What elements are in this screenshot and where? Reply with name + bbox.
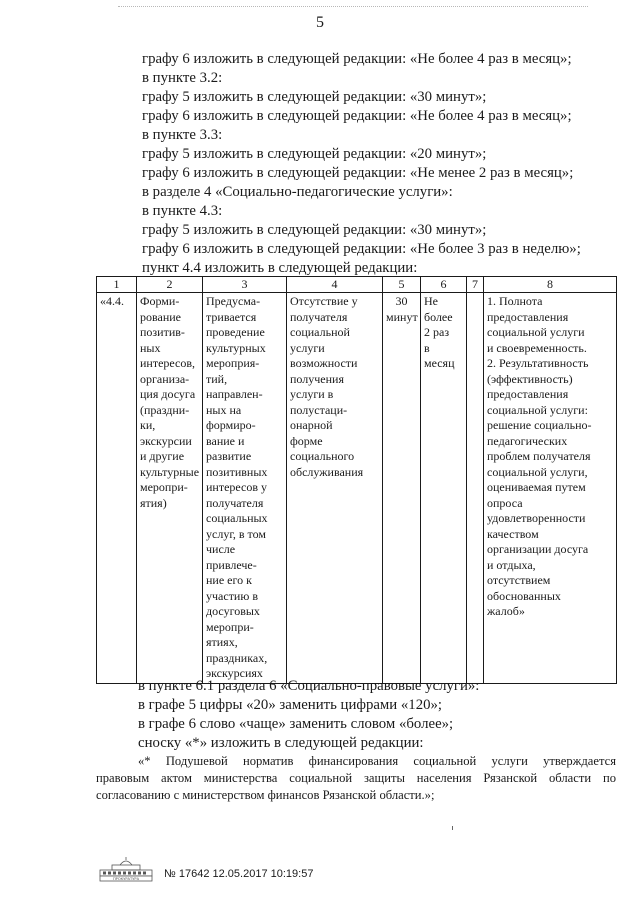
cell-line: предоставления: [487, 309, 569, 324]
header-cell: 1: [97, 277, 137, 293]
footnote-line: «* Подушевой норматив финансирования социальной услуги утверждается: [138, 754, 616, 768]
cell-line: «4.4.: [100, 294, 124, 308]
cell-line: социальной услуги: [487, 325, 585, 339]
cell-line: 1. Полнота: [487, 294, 543, 308]
cell-line: мероприя-: [206, 356, 260, 370]
footer-registration: [164, 868, 313, 880]
cell-quality-criteria: [484, 293, 617, 684]
intro-line: в разделе 4 «Социально-педагогические услуги»:: [142, 184, 453, 200]
footnote-line: согласованию с министерством финансов Рязанской области.»;: [96, 788, 435, 802]
cell-line: в: [424, 340, 430, 355]
cell-line: услуги в: [290, 387, 334, 401]
intro-line: в пункте 3.2:: [142, 70, 223, 86]
cell-line: организации досуга: [487, 542, 589, 556]
cell-line: меропри-: [206, 619, 254, 634]
cell-line: минут: [386, 309, 418, 324]
cell-line: ятия): [140, 495, 167, 510]
stamp-label: ПРОКУРАТУРА: [112, 877, 140, 881]
top-scan-line: [118, 6, 588, 7]
cell-line: ятиях,: [206, 635, 238, 649]
cell-service-condition: [287, 293, 383, 684]
cell-line: 2. Результативность: [487, 356, 589, 370]
cell-line: жалоб»: [487, 604, 525, 618]
cell-line: услуг, в том: [206, 526, 266, 541]
cell-line: привлече-: [206, 557, 257, 572]
cell-service-description: [203, 293, 287, 684]
cell-line: позитивных: [206, 464, 268, 479]
cell-line: ки,: [140, 418, 156, 432]
cell-line: проблем получателя: [487, 449, 591, 463]
cell-line: получателя: [290, 309, 348, 324]
cell-line: ние его к: [206, 573, 252, 587]
cell-line: удовлетворенности: [487, 511, 586, 525]
cell-line: предоставления: [487, 387, 569, 401]
cell-line: социальной услуги:: [487, 402, 588, 417]
cell-line: 30: [395, 294, 408, 308]
cell-line: педагогических: [487, 433, 568, 448]
cell-line: услуги: [290, 340, 325, 355]
cell-line: и отдыха,: [487, 557, 536, 572]
cell-line: культурных: [206, 340, 266, 355]
cell-line: проведение: [206, 325, 265, 339]
intro-line: в пункте 3.3:: [142, 127, 223, 143]
cell-line: социальной услуги,: [487, 464, 588, 479]
intro-line: графу 6 изложить в следующей редакции: «Не более 3 раз в неделю»;: [142, 241, 581, 257]
cell-line: и другие: [140, 449, 185, 463]
cell-line: социальных: [206, 511, 268, 525]
cell-line: Отсутствие у: [290, 294, 358, 308]
cell-service-frequency: [421, 293, 467, 684]
header-cell: 7: [467, 277, 484, 293]
amendment-line: в пункте 6.1 раздела 6 «Социально-правовые услуги»:: [138, 678, 480, 694]
cell-service-time: [383, 293, 421, 684]
cell-line: опроса: [487, 495, 523, 510]
cell-line: ных на: [206, 402, 242, 417]
cell-service-name: [137, 293, 203, 684]
cell-line: меропри-: [140, 480, 188, 494]
intro-line: графу 5 изложить в следующей редакции: «30 минут»;: [142, 89, 487, 105]
cell-line: Не: [424, 294, 438, 308]
cell-line: социального: [290, 449, 355, 463]
cell-line: формиро-: [206, 418, 256, 432]
cell-line: отсутствием: [487, 573, 551, 587]
cell-column-7: [467, 293, 484, 684]
page-number: 5: [316, 14, 324, 31]
cell-line: получения: [290, 371, 344, 386]
cell-line: экскурсиях: [206, 666, 263, 680]
table-row: [97, 293, 617, 684]
header-cell: 8: [484, 277, 617, 293]
cell-line: позитив-: [140, 325, 185, 339]
doc-number: № 17642: [164, 868, 210, 880]
cell-line: участию в: [206, 588, 258, 603]
cell-line: возможности: [290, 356, 358, 370]
cell-line: (эффективность): [487, 371, 573, 386]
cell-line: экскурсии: [140, 433, 192, 448]
cell-line: культурные: [140, 464, 200, 479]
footnote-text: [96, 753, 616, 804]
cell-line: социальной: [290, 325, 350, 339]
cell-line: интересов,: [140, 356, 196, 370]
cell-line: оцениваемая путем: [487, 480, 586, 494]
amendment-line: в графе 6 слово «чаще» заменить словом «более»;: [138, 716, 454, 732]
amendment-line: сноску «*» изложить в следующей редакции:: [138, 735, 424, 751]
cell-item-number: [97, 293, 137, 684]
cell-line: направлен-: [206, 387, 263, 401]
intro-line: пункт 4.4 изложить в следующей редакции:: [142, 260, 418, 276]
cell-line: 2 раз: [424, 325, 450, 339]
cell-line: обслуживания: [290, 464, 364, 479]
header-cell: 3: [203, 277, 287, 293]
cell-line: более: [424, 309, 453, 324]
intro-line: графу 6 изложить в следующей редакции: «Не более 4 раз в месяц»;: [142, 51, 572, 67]
cell-line: качеством: [487, 526, 539, 541]
amendment-line: в графе 5 цифры «20» заменить цифрами «120»;: [138, 697, 443, 713]
cell-line: рование: [140, 309, 182, 324]
cell-line: досуговых: [206, 604, 260, 618]
intro-line: графу 5 изложить в следующей редакции: «20 минут»;: [142, 146, 487, 162]
service-table: [96, 276, 617, 684]
registry-stamp-icon: [98, 856, 154, 882]
cell-line: обоснованных: [487, 588, 561, 603]
header-cell: 5: [383, 277, 421, 293]
cell-line: вание и: [206, 433, 245, 448]
cell-line: форме: [290, 433, 323, 448]
scan-mark: [452, 826, 453, 830]
cell-line: получателя: [206, 495, 264, 510]
header-cell: 6: [421, 277, 467, 293]
intro-line: графу 6 изложить в следующей редакции: «Не менее 2 раз в месяц»;: [142, 165, 574, 181]
cell-line: праздниках,: [206, 650, 268, 665]
intro-line: в пункте 4.3:: [142, 203, 223, 219]
header-cell: 4: [287, 277, 383, 293]
doc-timestamp: 12.05.2017 10:19:57: [212, 868, 314, 880]
cell-line: месяц: [424, 356, 455, 370]
cell-line: тривается: [206, 309, 257, 324]
cell-line: и своевременность.: [487, 340, 587, 355]
cell-line: развитие: [206, 449, 252, 463]
cell-line: полустаци-: [290, 402, 348, 417]
cell-line: (праздни-: [140, 402, 190, 417]
cell-line: организа-: [140, 371, 190, 386]
cell-line: тий,: [206, 371, 228, 386]
cell-line: онарной: [290, 418, 333, 432]
cell-line: ных: [140, 340, 161, 355]
table-header-row: [97, 277, 617, 293]
cell-line: Предусма-: [206, 294, 261, 308]
cell-line: ция досуга: [140, 387, 196, 401]
intro-line: графу 5 изложить в следующей редакции: «30 минут»;: [142, 222, 487, 238]
cell-line: интересов у: [206, 480, 268, 494]
cell-line: решение социально-: [487, 418, 592, 432]
cell-line: Форми-: [140, 294, 180, 308]
footnote-line: правовым актом министерства социальной защиты населения Рязанской области по: [96, 771, 616, 785]
cell-line: числе: [206, 542, 236, 556]
header-cell: 2: [137, 277, 203, 293]
intro-line: графу 6 изложить в следующей редакции: «Не более 4 раз в месяц»;: [142, 108, 572, 124]
